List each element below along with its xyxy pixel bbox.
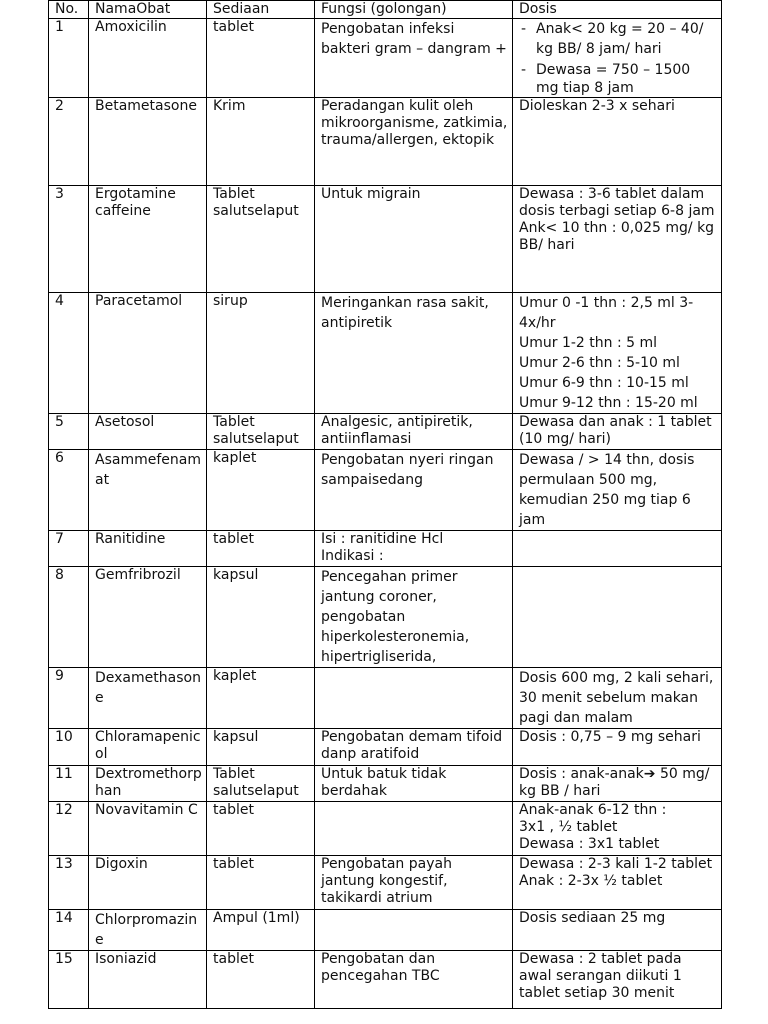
cell-drug-name: Asammefenamat <box>89 450 207 531</box>
dose-line: Dewasa : 3x1 tablet <box>519 836 660 852</box>
cell-no: 12 <box>49 802 89 856</box>
cell-function: Pengobatan infeksi bakteri gram – dangram + <box>315 19 513 98</box>
cell-no: 4 <box>49 293 89 414</box>
cell-preparation: kaplet <box>207 450 315 531</box>
cell-dose <box>513 186 722 293</box>
cell-preparation: kapsul <box>207 567 315 668</box>
table-row <box>49 98 722 186</box>
cell-function <box>315 531 513 567</box>
cell-drug-name: Ranitidine <box>89 531 207 567</box>
cell-drug-name: Ergotamine caffeine <box>89 186 207 293</box>
header-function: Fungsi (golongan) <box>315 1 513 19</box>
cell-function: Pengobatan demam tifoid danp aratifoid <box>315 729 513 766</box>
cell-drug-name: Chloramapenicol <box>89 729 207 766</box>
table-row <box>49 531 722 567</box>
table-row <box>49 567 722 668</box>
cell-dose <box>513 531 722 567</box>
cell-preparation: tablet <box>207 951 315 1009</box>
dose-line: Umur 2-6 thn : 5-10 ml <box>519 355 680 371</box>
header-preparation: Sediaan <box>207 1 315 19</box>
table-row <box>49 766 722 802</box>
dose-line: 3x1 , ½ tablet <box>519 819 618 835</box>
cell-function <box>315 910 513 951</box>
drug-table <box>48 0 722 1009</box>
dose-line: Umur 1-2 thn : 5 ml <box>519 335 658 351</box>
table-header-row <box>49 1 722 19</box>
cell-drug-name: Chlorpromazine <box>89 910 207 951</box>
cell-drug-name: Novavitamin C <box>89 802 207 856</box>
cell-function: Pengobatan nyeri ringan sampaisedang <box>315 450 513 531</box>
cell-preparation: Krim <box>207 98 315 186</box>
header-drug-name: NamaObat <box>89 1 207 19</box>
cell-drug-name: Betametasone <box>89 98 207 186</box>
cell-preparation: tablet <box>207 856 315 910</box>
cell-preparation: kaplet <box>207 668 315 729</box>
cell-dose: Dewasa / > 14 thn, dosis permulaan 500 mg, kemudian 250 mg tiap 6 jam <box>513 450 722 531</box>
cell-function: Pengobatan payah jantung kongestif, takikardi atrium <box>315 856 513 910</box>
cell-preparation: tablet <box>207 802 315 856</box>
cell-dose: Dosis : 0,75 – 9 mg sehari <box>513 729 722 766</box>
cell-no: 9 <box>49 668 89 729</box>
cell-dose <box>513 19 722 98</box>
dose-line: Umur 6-9 thn : 10-15 ml <box>519 375 689 391</box>
cell-dose <box>513 567 722 668</box>
cell-function: Pengobatan dan pencegahan TBC <box>315 951 513 1009</box>
table-row <box>49 951 722 1009</box>
cell-dose <box>513 293 722 414</box>
function-line: Isi : ranitidine Hcl <box>321 531 444 547</box>
cell-no: 5 <box>49 414 89 450</box>
list-item: - Anak< 20 kg = 20 – 40/ kg BB/ 8 jam/ hari <box>519 19 717 59</box>
cell-no: 15 <box>49 951 89 1009</box>
cell-drug-name: Paracetamol <box>89 293 207 414</box>
table-row <box>49 802 722 856</box>
cell-drug-name: Gemfribrozil <box>89 567 207 668</box>
cell-dose: Dosis 600 mg, 2 kali sehari, 30 menit sebelum makan pagi dan malam <box>513 668 722 729</box>
table-row <box>49 414 722 450</box>
table-row <box>49 668 722 729</box>
table-row <box>49 293 722 414</box>
cell-no: 8 <box>49 567 89 668</box>
cell-no: 11 <box>49 766 89 802</box>
cell-preparation: tablet <box>207 19 315 98</box>
dose-line: Umur 9-12 thn : 15-20 ml <box>519 395 698 411</box>
cell-dose <box>513 856 722 910</box>
dose-line: Dewasa : 3-6 tablet dalam dosis terbagi setiap 6-8 jam <box>519 186 715 219</box>
dose-line: Anak : 2-3x ½ tablet <box>519 873 663 889</box>
dose-line: Ank< 10 thn : 0,025 mg/ kg BB/ hari <box>519 220 715 253</box>
cell-dose: Dewasa dan anak : 1 tablet (10 mg/ hari) <box>513 414 722 450</box>
table-row <box>49 910 722 951</box>
cell-preparation: Tablet salutselaput <box>207 186 315 293</box>
cell-no: 13 <box>49 856 89 910</box>
cell-no: 7 <box>49 531 89 567</box>
dose-list <box>519 19 717 97</box>
cell-function: Meringankan rasa sakit, antipiretik <box>315 293 513 414</box>
table-row <box>49 729 722 766</box>
cell-no: 14 <box>49 910 89 951</box>
cell-function: Untuk batuk tidak berdahak <box>315 766 513 802</box>
cell-drug-name: Digoxin <box>89 856 207 910</box>
function-line: Indikasi : <box>321 548 384 564</box>
cell-dose: Dosis : anak-anak➔ 50 mg/ kg BB / hari <box>513 766 722 802</box>
cell-no: 6 <box>49 450 89 531</box>
cell-no: 10 <box>49 729 89 766</box>
dose-line: Dewasa : 2-3 kali 1-2 tablet <box>519 856 713 872</box>
cell-no: 3 <box>49 186 89 293</box>
cell-drug-name: Amoxicilin <box>89 19 207 98</box>
cell-dose <box>513 802 722 856</box>
dose-line: Umur 0 -1 thn : 2,5 ml 3-4x/hr <box>519 295 694 331</box>
list-item: - Dewasa = 750 – 1500 mg tiap 8 jam <box>519 59 717 97</box>
cell-preparation: kapsul <box>207 729 315 766</box>
cell-function: Peradangan kulit oleh mikroorganisme, zatkimia, trauma/allergen, ektopik <box>315 98 513 186</box>
header-no: No. <box>49 1 89 19</box>
cell-function <box>315 802 513 856</box>
cell-preparation: Tablet salutselaput <box>207 766 315 802</box>
cell-function: Pencegahan primer jantung coroner, pengobatan hiperkolesteronemia, hipertrigliserida, <box>315 567 513 668</box>
table-row <box>49 856 722 910</box>
cell-drug-name: Dexamethasone <box>89 668 207 729</box>
cell-dose: Dewasa : 2 tablet pada awal serangan diikuti 1 tablet setiap 30 menit <box>513 951 722 1009</box>
cell-function <box>315 668 513 729</box>
table-row <box>49 450 722 531</box>
cell-function: Analgesic, antipiretik, antiinflamasi <box>315 414 513 450</box>
cell-drug-name: Asetosol <box>89 414 207 450</box>
dose-line: Anak-anak 6-12 thn : <box>519 802 667 818</box>
cell-drug-name: Isoniazid <box>89 951 207 1009</box>
cell-drug-name: Dextromethorphan <box>89 766 207 802</box>
cell-no: 1 <box>49 19 89 98</box>
cell-function: Untuk migrain <box>315 186 513 293</box>
cell-preparation: Ampul (1ml) <box>207 910 315 951</box>
cell-preparation: Tablet salutselaput <box>207 414 315 450</box>
cell-no: 2 <box>49 98 89 186</box>
table-row <box>49 19 722 98</box>
cell-preparation: tablet <box>207 531 315 567</box>
table-row <box>49 186 722 293</box>
cell-dose: Dioleskan 2-3 x sehari <box>513 98 722 186</box>
cell-preparation: sirup <box>207 293 315 414</box>
header-dose: Dosis <box>513 1 722 19</box>
cell-dose: Dosis sediaan 25 mg <box>513 910 722 951</box>
